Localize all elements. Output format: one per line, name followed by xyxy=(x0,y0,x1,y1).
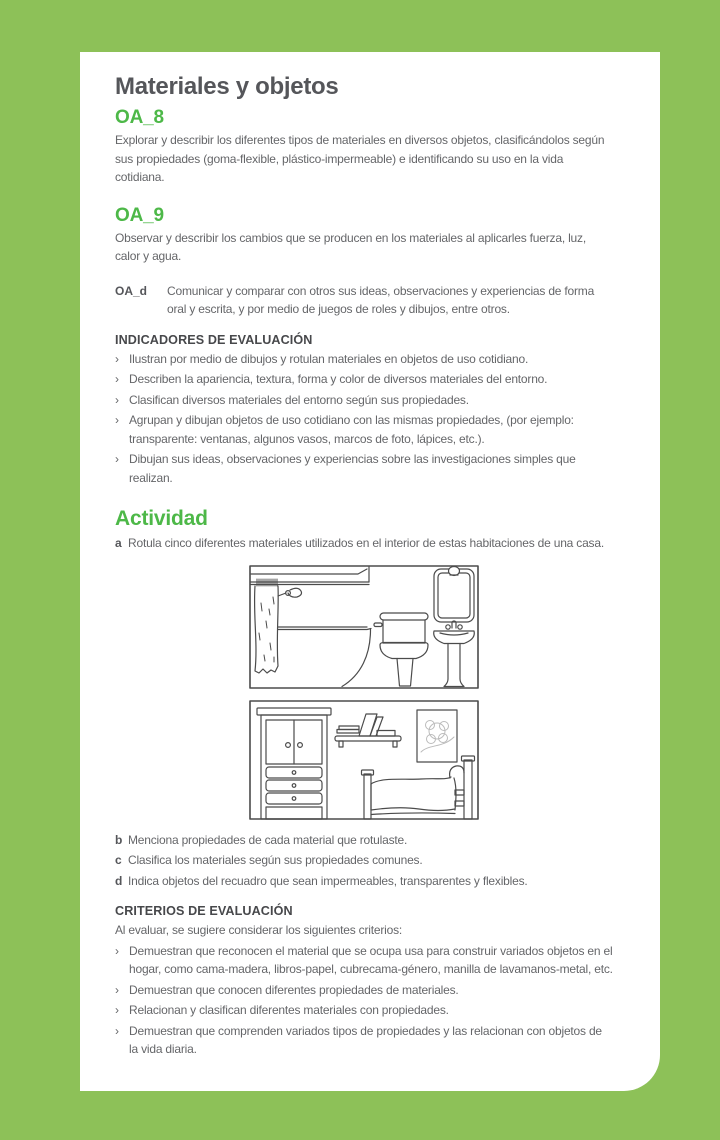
item-text: Clasifica los materiales según sus propiedades comunes. xyxy=(128,853,423,867)
lettered-item xyxy=(115,872,613,891)
bullet-item xyxy=(115,370,613,389)
item-text: Clasifican diversos materiales del entorno según sus propiedades. xyxy=(129,392,469,407)
bullet-marker: › xyxy=(115,392,119,407)
bullet-marker: › xyxy=(115,452,119,466)
item-text: Demuestran que conocen diferentes propiedades de materiales. xyxy=(129,982,459,997)
oad-label: OA_d xyxy=(115,283,148,298)
item-text: Describen la apariencia, textura, forma y color de diversos materiales del entorno. xyxy=(129,372,548,386)
bullet-marker: › xyxy=(115,1023,119,1038)
illustrations xyxy=(249,565,479,820)
bullet-item xyxy=(115,981,613,1000)
oa8-heading: OA_8 xyxy=(115,107,164,128)
page-title: Materiales y objetos xyxy=(115,73,339,100)
bullet-item xyxy=(115,942,613,979)
actividad-items-bcd xyxy=(115,831,613,891)
lettered-item xyxy=(115,831,613,850)
bullet-marker: › xyxy=(115,982,119,997)
item-letter: b xyxy=(115,832,123,847)
criterios-list xyxy=(115,942,613,1059)
oa9-heading: OA_9 xyxy=(115,204,164,226)
criterios-intro: Al evaluar, se sugiere considerar los siguientes criterios: xyxy=(115,923,403,937)
bathroom-line-drawing xyxy=(249,565,479,689)
bullet-item xyxy=(115,1022,613,1059)
bullet-marker: › xyxy=(115,1003,119,1017)
criterios-heading: CRITERIOS DE EVALUACIÓN xyxy=(115,904,293,918)
item-text: Demuestran que comprenden variados tipos de propiedades y las relacionan con objetos de la vida diaria. xyxy=(129,1023,602,1056)
item-letter: a xyxy=(115,536,122,550)
bullet-item xyxy=(115,450,613,487)
item-letter: d xyxy=(115,873,123,888)
page-background xyxy=(0,52,720,1140)
oad-row xyxy=(115,282,613,319)
item-text: Ilustran por medio de dibujos y rotulan materiales en objetos de uso cotidiano. xyxy=(129,351,529,366)
item-text: Indica objetos del recuadro que sean impermeables, transparentes y flexibles. xyxy=(128,873,528,888)
bullet-item xyxy=(115,411,613,448)
item-text: Dibujan sus ideas, observaciones y experiencias sobre las investigaciones simples que realizan. xyxy=(129,452,576,485)
bullet-marker: › xyxy=(115,943,119,958)
item-text: Agrupan y dibujan objetos de uso cotidiano con las mismas propiedades, (por ejemplo: transparente: ventanas, algunos vasos, marcos de foto, lápices, etc.). xyxy=(129,413,574,446)
document-page xyxy=(80,52,660,1091)
indicadores-heading: INDICADORES DE EVALUACIÓN xyxy=(115,332,313,347)
bullet-item xyxy=(115,350,613,369)
bullet-marker: › xyxy=(115,372,119,386)
oad-body: Comunicar y comparar con otros sus ideas, observaciones y experiencias de forma oral y escrita, y por medio de juegos de roles y dibujos, entre otros. xyxy=(167,283,595,316)
oa8-body: Explorar y describir los diferentes tipos de materiales en diversos objetos, clasificándolos según sus propiedades (goma-flexible, plástico-impermeable) e identificando su uso en la vida cotidiana. xyxy=(115,133,605,184)
item-text: Relacionan y clasifican diferentes materiales con propiedades. xyxy=(129,1003,449,1017)
lettered-item xyxy=(115,851,613,870)
item-text: Menciona propiedades de cada material que rotulaste. xyxy=(128,832,408,847)
item-text: Rotula cinco diferentes materiales utilizados en el interior de estas habitaciones de una casa. xyxy=(128,536,604,550)
indicadores-list xyxy=(115,350,613,488)
actividad-heading: Actividad xyxy=(115,507,208,530)
bullet-item xyxy=(115,1001,613,1020)
bedroom-line-drawing xyxy=(249,700,479,820)
item-letter: c xyxy=(115,853,122,867)
oa9-body: Observar y describir los cambios que se producen en los materiales al aplicarles fuerza, luz, calor y agua. xyxy=(115,230,586,263)
actividad-item-a xyxy=(115,534,613,553)
bullet-item xyxy=(115,391,613,410)
item-text: Demuestran que reconocen el material que se ocupa usa para construir variados objetos en el hogar, como cama-madera, libros-papel, cubrecama-género, manilla de lavamanos-metal, etc. xyxy=(129,943,613,976)
bullet-marker: › xyxy=(115,413,119,427)
bullet-marker: › xyxy=(115,351,119,366)
